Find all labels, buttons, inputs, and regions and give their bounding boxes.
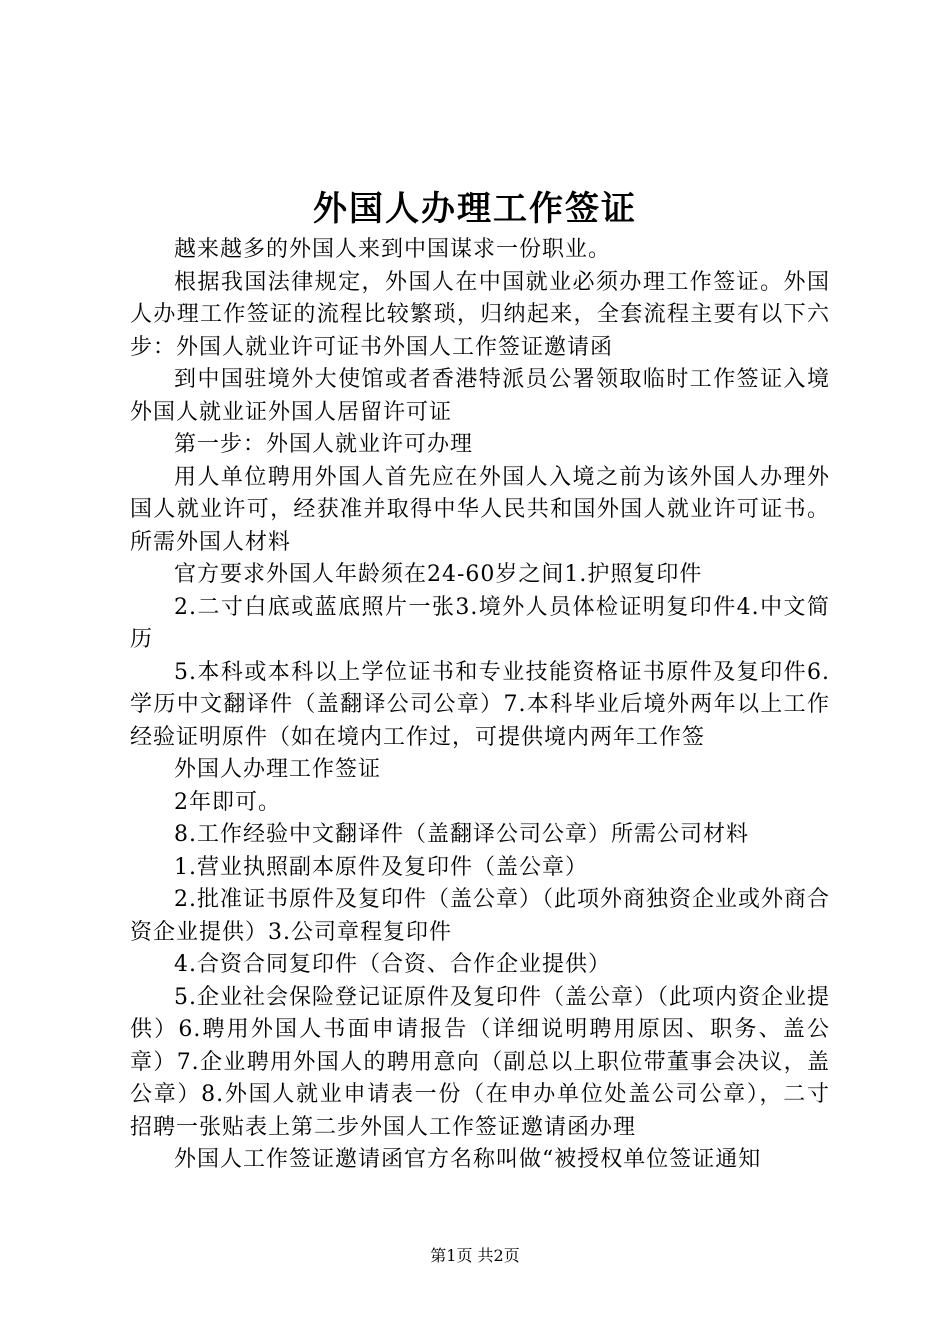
paragraph: 到中国驻境外大使馆或者香港特派员公署领取临时工作签证入境外国人就业证外国人居留许可证	[130, 367, 830, 425]
document-title: 外国人办理工作签证	[313, 189, 637, 229]
paragraph: 2.二寸白底或蓝底照片一张3.境外人员体检证明复印件4.中文简历	[130, 594, 830, 652]
paragraph: 外国人办理工作签证	[174, 757, 382, 782]
paragraph: 5.企业社会保险登记证原件及复印件（盖公章）（此项内资企业提供）6.聘用外国人书面申请报告（详细说明聘用原因、职务、盖公章）7.企业聘用外国人的聘用意向（副总以上职位带董事会决议，盖公章）8.外国人就业申请表一份（在申办单位处盖公司公章），二寸招聘一张贴表上第二步外国人工作签证邀请函办理	[130, 984, 830, 1140]
document-body	[130, 234, 830, 1177]
paragraph: 2.批准证书原件及复印件（盖公章）（此项外商独资企业或外商合资企业提供）3.公司章程复印件	[130, 887, 830, 945]
paragraph: 2年即可。	[174, 789, 281, 815]
paragraph: 5.本科或本科以上学位证书和专业技能资格证书原件及复印件6.学历中文翻译件（盖翻译公司公章）7.本科毕业后境外两年以上工作经验证明原件（如在境内工作过，可提供境内两年工作签	[130, 659, 830, 750]
paragraph: 4.合资合同复印件（合资、合作企业提供）	[174, 952, 611, 977]
paragraph: 1.营业执照副本原件及复印件（盖公章）	[174, 854, 588, 880]
paragraph: 外国人工作签证邀请函官方名称叫做“被授权单位签证通知	[174, 1147, 762, 1172]
paragraph: 根据我国法律规定，外国人在中国就业必须办理工作签证。外国人办理工作签证的流程比较繁琐，归纳起来，全套流程主要有以下六步：外国人就业许可证书外国人工作签证邀请函	[130, 269, 830, 360]
page-footer: 第1页 共2页	[430, 1246, 520, 1265]
paragraph: 8.工作经验中文翻译件（盖翻译公司公章）所需公司材料	[174, 822, 749, 847]
paragraph: 越来越多的外国人来到中国谋求一份职业。	[174, 237, 612, 262]
paragraph: 官方要求外国人年龄须在24-60岁之间1.护照复印件	[174, 562, 703, 587]
paragraph: 第一步：外国人就业许可办理	[174, 432, 474, 457]
paragraph: 用人单位聘用外国人首先应在外国人入境之前为该外国人办理外国人就业许可，经获准并取得中华人民共和国外国人就业许可证书。所需外国人材料	[130, 464, 830, 555]
